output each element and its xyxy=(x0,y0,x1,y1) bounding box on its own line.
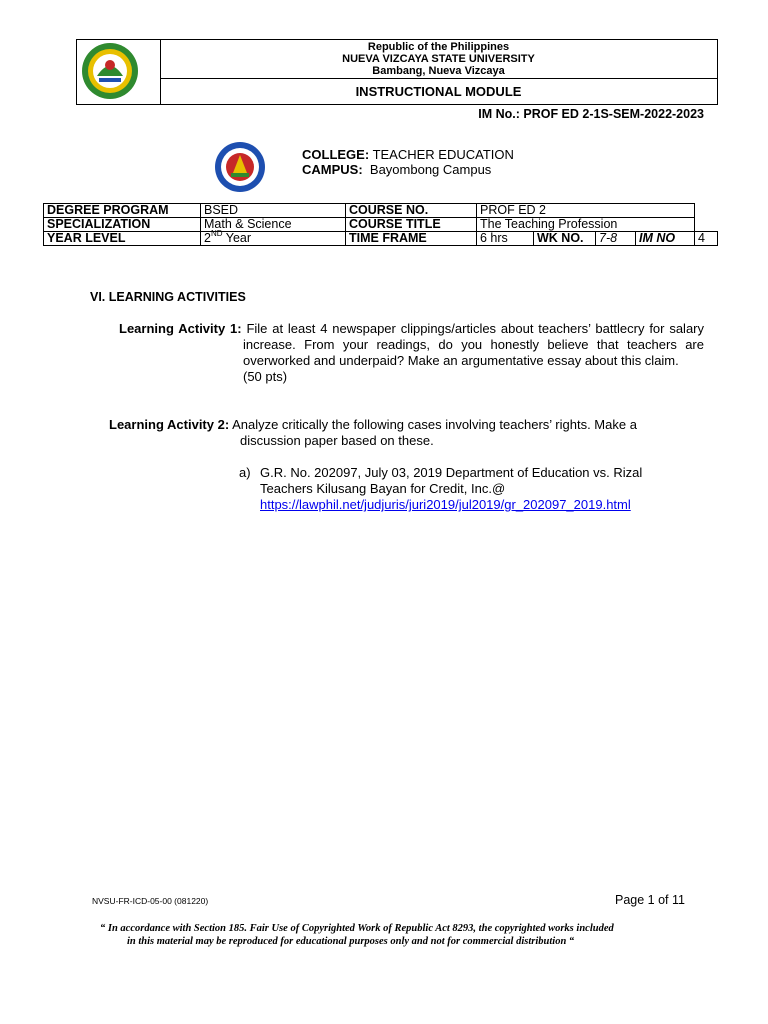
campus-label: CAMPUS: xyxy=(302,162,363,177)
case-a-link[interactable]: https://lawphil.net/judjuris/juri2019/jul2019/gr_202097_2019.html xyxy=(260,497,631,512)
copyright-note-line-1: “ In accordance with Section 185. Fair Use of Copyrighted Work of Republic Act 8293, the copyrighted works included xyxy=(100,923,614,934)
course-title-value: The Teaching Profession xyxy=(477,218,695,232)
time-frame-value: 6 hrs xyxy=(477,232,534,246)
university-location: Bambang, Nueva Vizcaya xyxy=(372,65,505,77)
activity-2-text-1: Analyze critically the following cases involving teachers’ rights. Make a xyxy=(232,417,637,432)
college-value: TEACHER EDUCATION xyxy=(372,147,514,162)
university-logo-cell xyxy=(77,40,161,104)
university-header-text xyxy=(160,40,717,79)
course-no-label: COURSE NO. xyxy=(346,204,477,218)
case-item-a xyxy=(239,465,709,513)
course-title-label: COURSE TITLE xyxy=(346,218,477,232)
year-level-sup: ND xyxy=(210,228,223,238)
republic-line: Republic of the Philippines xyxy=(367,41,510,53)
module-title: INSTRUCTIONAL MODULE xyxy=(355,84,522,99)
section-title: VI. LEARNING ACTIVITIES xyxy=(90,290,246,304)
form-code: NVSU-FR-ICD-05-00 (081220) xyxy=(92,896,209,906)
activity-2-label: Learning Activity 2: xyxy=(109,417,230,432)
college-seal-icon xyxy=(211,141,269,193)
activity-1-label: Learning Activity 1: xyxy=(119,321,242,336)
case-a-row xyxy=(239,465,709,513)
course-info-table xyxy=(43,203,718,246)
im-number: IM No.: PROF ED 2-1S-SEM-2022-2023 xyxy=(478,107,704,121)
learning-activity-2 xyxy=(109,417,709,449)
case-a-content xyxy=(260,465,642,513)
university-name: NUEVA VIZCAYA STATE UNIVERSITY xyxy=(342,53,535,65)
im-no-value: 4 xyxy=(695,232,718,246)
activity-1-body xyxy=(119,321,704,369)
course-no-value: PROF ED 2 xyxy=(477,204,695,218)
learning-activity-1 xyxy=(119,321,704,385)
year-level-label: YEAR LEVEL xyxy=(44,232,201,246)
case-a-line-2: Teachers Kilusang Bayan for Credit, Inc.@ xyxy=(260,481,506,496)
activity-2-text-2: discussion paper based on these. xyxy=(240,433,434,448)
university-seal-icon xyxy=(77,40,160,104)
time-frame-label: TIME FRAME xyxy=(346,232,477,246)
college-label: COLLEGE: xyxy=(302,147,370,162)
im-no-label: IM NO xyxy=(636,232,695,246)
campus-value: Bayombong Campus xyxy=(369,162,492,177)
college-line xyxy=(302,147,514,162)
activity-1-text: File at least 4 newspaper clippings/articles about teachers’ battlecry for salary increase. From your readings, do you honestly believe that teachers are overworked and underpaid? Make an argumentative essay about this claim. xyxy=(243,321,704,368)
year-level-suffix: Year xyxy=(222,231,252,245)
wk-no-label: WK NO. xyxy=(534,232,596,246)
year-level-num: 2 xyxy=(204,231,211,245)
specialization-value: Math & Science xyxy=(201,218,346,232)
degree-program-label: DEGREE PROGRAM xyxy=(44,204,201,218)
table-row xyxy=(44,218,718,232)
college-info xyxy=(302,147,514,177)
degree-program-value: BSED xyxy=(201,204,346,218)
table-row xyxy=(44,204,718,218)
campus-line xyxy=(302,162,514,177)
year-level-value xyxy=(201,228,346,246)
specialization-label: SPECIALIZATION xyxy=(44,218,201,232)
document-header xyxy=(76,39,718,105)
page-number: Page 1 of 11 xyxy=(615,893,685,907)
table-row xyxy=(44,232,718,246)
case-a-line-1: G.R. No. 202097, July 03, 2019 Department of Education vs. Rizal xyxy=(260,465,643,480)
activity-1-points: (50 pts) xyxy=(243,369,288,384)
college-logo xyxy=(211,141,269,198)
wk-no-value: 7-8 xyxy=(596,232,636,246)
activity-2-line-1 xyxy=(109,417,709,433)
case-a-marker: a) xyxy=(239,465,251,480)
copyright-note-line-2: in this material may be reproduced for educational purposes only and not for commercial distribution “ xyxy=(127,936,575,947)
copyright-note xyxy=(90,922,704,948)
